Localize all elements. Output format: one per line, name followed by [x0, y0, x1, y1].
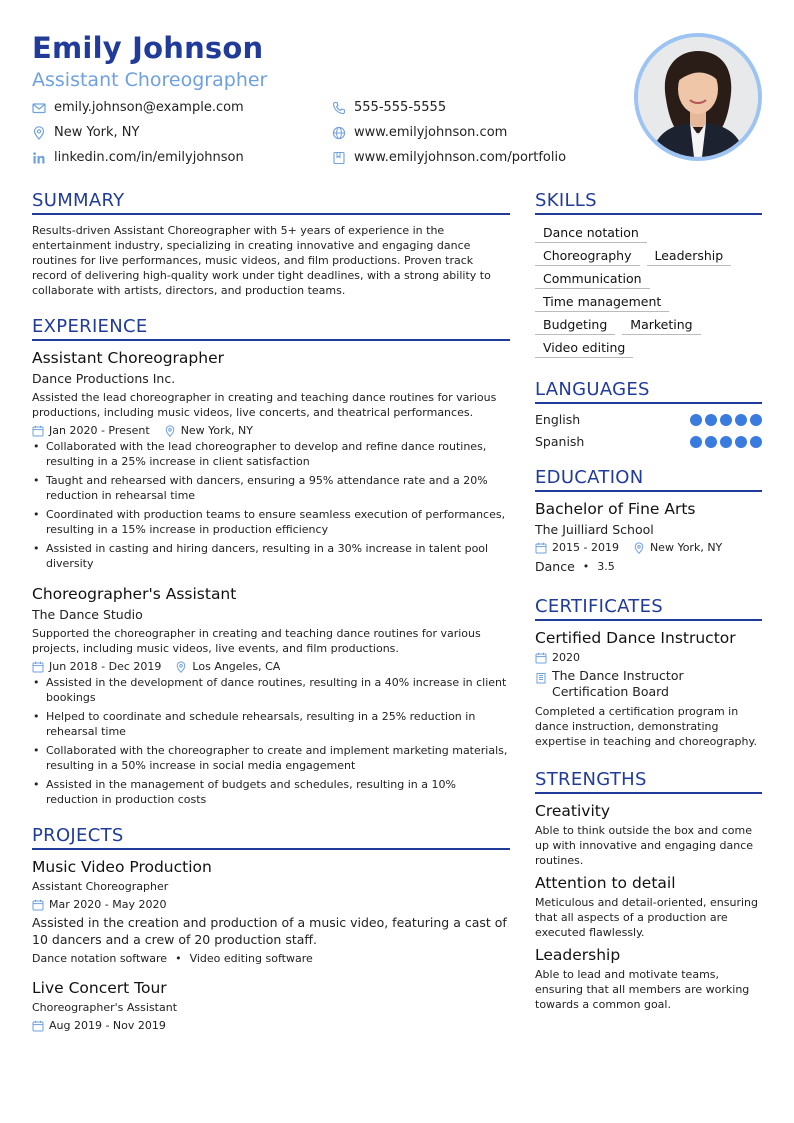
summary-heading: SUMMARY — [32, 190, 510, 215]
skill-tag: Communication — [535, 269, 650, 289]
education-meta — [535, 541, 762, 554]
contact-location — [32, 125, 139, 140]
certificate-description: Completed a certification program in dance instruction, demonstrating expertise in teaching and choreography. — [535, 705, 757, 748]
job-location-text: New York, NY — [180, 424, 253, 437]
experience-section — [32, 316, 510, 807]
profile-photo — [638, 37, 758, 157]
certificate-year-text: 2020 — [552, 651, 580, 664]
job-entry — [32, 585, 510, 807]
language-name: Spanish — [535, 434, 585, 449]
project-meta — [32, 1019, 510, 1032]
candidate-title: Assistant Choreographer — [32, 69, 268, 91]
job-dates-text: Jun 2018 - Dec 2019 — [49, 660, 162, 673]
skill-tag: Leadership — [647, 246, 732, 266]
job-meta — [32, 660, 510, 673]
job-company: Dance Productions Inc. — [32, 371, 176, 386]
proficiency-dot — [720, 436, 732, 448]
degree: Bachelor of Fine Arts — [535, 500, 696, 518]
calendar-icon — [32, 425, 44, 437]
contact-portfolio-text: www.emilyjohnson.com/portfolio — [354, 150, 567, 165]
skills-heading: SKILLS — [535, 190, 762, 215]
contact-email-text: emily.johnson@example.com — [54, 100, 244, 115]
proficiency-dot — [705, 436, 717, 448]
bullet-item: • Helped to coordinate and schedule rehearsals, resulting in a 25% reduction in rehearsal time — [32, 710, 510, 739]
education-field: Dance — [535, 559, 575, 574]
project-role: Assistant Choreographer — [32, 880, 169, 893]
job-title: Choreographer's Assistant — [32, 585, 237, 603]
strength-item — [535, 874, 762, 940]
education-location-text: New York, NY — [649, 541, 723, 554]
email-icon — [32, 101, 46, 115]
skills-list — [535, 223, 762, 361]
project-title: Music Video Production — [32, 858, 212, 876]
education-heading: EDUCATION — [535, 467, 762, 492]
proficiency-dot — [690, 436, 702, 448]
education-location — [633, 541, 722, 554]
skill-tag: Dance notation — [535, 223, 647, 243]
skill-tag: Marketing — [622, 315, 700, 335]
proficiency-dot — [735, 414, 747, 426]
contact-email[interactable] — [32, 100, 244, 115]
strength-title: Leadership — [535, 946, 621, 964]
skills-section — [535, 190, 762, 361]
proficiency-dot — [720, 414, 732, 426]
job-description: Assisted the lead choreographer in creating and teaching dance routines for various productions, including music videos, live concerts, and theatrical performances. — [32, 391, 497, 419]
certificates-heading: CERTIFICATES — [535, 596, 762, 621]
linkedin-icon — [32, 151, 46, 165]
education-field-row — [535, 559, 762, 574]
calendar-icon — [32, 1020, 44, 1032]
certificate-year-row — [535, 651, 762, 664]
bullet-item: • Assisted in the management of budgets and schedules, resulting in a 10% reduction in production costs — [32, 778, 510, 807]
language-row — [535, 434, 762, 449]
education-section — [535, 467, 762, 574]
strengths-heading: STRENGTHS — [535, 769, 762, 794]
contact-linkedin-text: linkedin.com/in/emilyjohnson — [54, 150, 244, 165]
bullet-item: • Coordinated with production teams to ensure seamless execution of performances, resulting in a 15% increase in production efficiency — [32, 508, 510, 537]
proficiency-dots — [687, 414, 762, 426]
job-company: The Dance Studio — [32, 607, 143, 622]
location-pin-icon — [32, 126, 46, 140]
certificates-section — [535, 596, 762, 749]
project-entry — [32, 979, 510, 1032]
proficiency-dot — [750, 414, 762, 426]
education-dates-text: 2015 - 2019 — [552, 541, 619, 554]
bullet-item: • Collaborated with the lead choreographer to develop and refine dance routines, resulting in a 25% increase in client satisfaction — [32, 440, 510, 469]
project-dates — [32, 1019, 166, 1032]
location-pin-icon — [175, 661, 187, 673]
job-title: Assistant Choreographer — [32, 349, 225, 367]
languages-heading: LANGUAGES — [535, 379, 762, 404]
candidate-name: Emily Johnson — [32, 31, 264, 65]
globe-icon — [332, 126, 346, 140]
bullet-item: • Taught and rehearsed with dancers, ensuring a 95% attendance rate and a 20% reduction in rehearsal time — [32, 474, 510, 503]
job-bullets — [32, 440, 510, 571]
job-meta — [32, 424, 510, 437]
proficiency-dot — [705, 414, 717, 426]
calendar-icon — [32, 661, 44, 673]
job-location — [164, 424, 253, 437]
job-dates — [32, 660, 161, 673]
calendar-icon — [535, 542, 547, 554]
education-gpa: 3.5 — [597, 560, 615, 573]
job-location — [175, 660, 280, 673]
bullet-item: • Assisted in the development of dance routines, resulting in a 40% increase in client bookings — [32, 676, 510, 705]
certificate-issuer-row — [535, 668, 762, 700]
project-title: Live Concert Tour — [32, 979, 167, 997]
avatar — [634, 33, 762, 161]
proficiency-dot — [750, 436, 762, 448]
contact-portfolio[interactable] — [332, 150, 566, 165]
job-location-text: Los Angeles, CA — [192, 660, 281, 673]
education-dates — [535, 541, 619, 554]
calendar-icon — [535, 652, 547, 664]
project-entry — [32, 858, 510, 965]
strength-title: Attention to detail — [535, 874, 676, 892]
contact-location-text: New York, NY — [54, 125, 140, 140]
school: The Juilliard School — [535, 522, 654, 537]
languages-section — [535, 379, 762, 449]
project-tool: Video editing software — [189, 952, 313, 965]
strength-title: Creativity — [535, 802, 611, 820]
contact-phone[interactable] — [332, 100, 446, 115]
skill-tag: Budgeting — [535, 315, 615, 335]
strengths-section — [535, 769, 762, 1012]
project-meta — [32, 898, 510, 911]
proficiency-dot — [735, 436, 747, 448]
projects-section — [32, 825, 510, 1032]
strength-item — [535, 802, 762, 868]
certificate-title: Certified Dance Instructor — [535, 629, 736, 647]
building-icon — [535, 672, 547, 684]
project-description: Assisted in the creation and production of a music video, featuring a cast of 10 dancers and a crew of 20 production staff. — [32, 915, 507, 947]
job-dates-text: Jan 2020 - Present — [49, 424, 150, 437]
projects-heading: PROJECTS — [32, 825, 510, 850]
strength-item — [535, 946, 762, 1012]
project-dates-text: Aug 2019 - Nov 2019 — [49, 1019, 166, 1032]
job-dates — [32, 424, 150, 437]
portfolio-icon — [332, 151, 346, 165]
contact-website[interactable] — [332, 125, 507, 140]
strength-description: Able to lead and motivate teams, ensuring that all members are working towards a common goal. — [535, 968, 750, 1011]
location-pin-icon — [164, 425, 176, 437]
project-role: Choreographer's Assistant — [32, 1001, 178, 1014]
location-pin-icon — [633, 542, 645, 554]
job-description: Supported the choreographer in creating and teaching dance routines for various projects, including music videos, live events, and film productions. — [32, 627, 481, 655]
language-row — [535, 412, 762, 427]
proficiency-dots — [687, 436, 762, 448]
project-tools — [32, 952, 510, 965]
tool-separator: • — [175, 952, 182, 965]
skill-tag: Time management — [535, 292, 669, 312]
job-entry — [32, 349, 510, 571]
language-name: English — [535, 412, 581, 427]
summary-text: Results-driven Assistant Choreographer with 5+ years of experience in the entertainment industry, specializing in creating innovative and engaging dance routines for live performances, music videos, and film productions. Proven track record of delivering high-quality work under tight deadlines, with a strong ability to collaborate with artists, directors, and production teams. — [32, 224, 491, 297]
left-column — [32, 190, 510, 1032]
skill-tag: Choreography — [535, 246, 640, 266]
certificate-issuer: The Dance Instructor Certification Board — [552, 668, 684, 699]
project-dates-text: Mar 2020 - May 2020 — [49, 898, 167, 911]
experience-heading: EXPERIENCE — [32, 316, 510, 341]
project-tool: Dance notation software — [32, 952, 168, 965]
strength-description: Able to think outside the box and come up with innovative and engaging dance routines. — [535, 824, 754, 867]
proficiency-dot — [690, 414, 702, 426]
contact-phone-text: 555-555-5555 — [354, 100, 447, 115]
bullet-item: • Collaborated with the choreographer to create and implement marketing materials, resulting in a 50% increase in social media engagement — [32, 744, 510, 773]
skill-tag: Video editing — [535, 338, 633, 358]
summary-section — [32, 190, 510, 298]
phone-icon — [332, 101, 346, 115]
contact-linkedin[interactable] — [32, 150, 244, 165]
job-bullets — [32, 676, 510, 807]
calendar-icon — [32, 899, 44, 911]
bullet-item: • Assisted in casting and hiring dancers, resulting in a 30% increase in talent pool diversity — [32, 542, 510, 571]
certificate-year — [535, 651, 580, 664]
contact-website-text: www.emilyjohnson.com — [354, 125, 508, 140]
right-column — [535, 190, 762, 1012]
field-separator: • — [582, 560, 590, 573]
project-dates — [32, 898, 166, 911]
strength-description: Meticulous and detail-oriented, ensuring that all aspects of a production are executed flawlessly. — [535, 896, 758, 939]
